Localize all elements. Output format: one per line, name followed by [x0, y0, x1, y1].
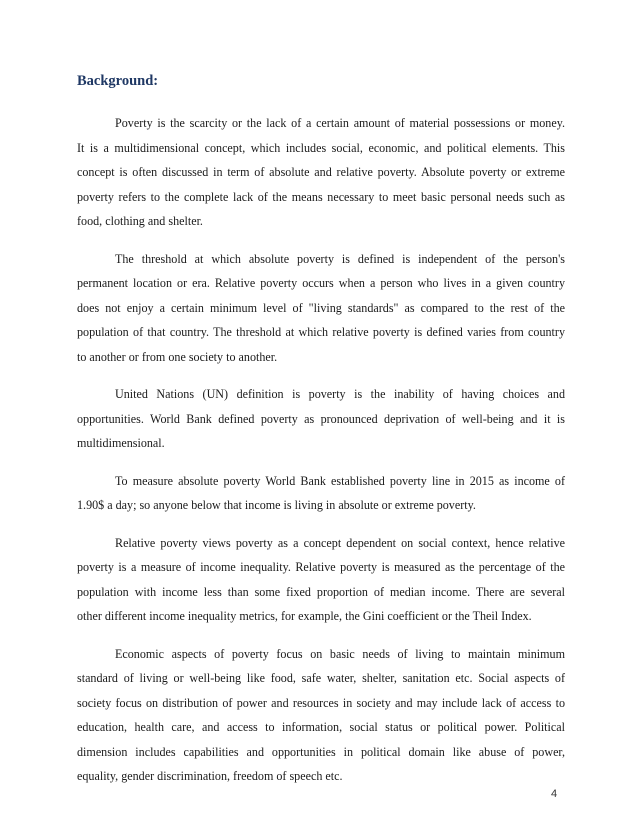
text-line: poverty is a measure of income inequality. Relative poverty is measured as the percentage of the: [77, 560, 565, 574]
text-line: standard of living or well-being like food, safe water, shelter, sanitation etc. Social aspects of: [77, 671, 565, 685]
paragraph: [77, 247, 565, 370]
text-line: equality, gender discrimination, freedom of speech etc.: [77, 769, 343, 783]
text-line: society focus on distribution of power and resources in society and may include lack of access to: [77, 695, 565, 710]
paragraph: [77, 642, 565, 789]
text-line: 1.90$ a day; so anyone below that income is living in absolute or extreme poverty.: [77, 498, 476, 512]
text-line: other different income inequality metrics, for example, the Gini coefficient or the Theil Index.: [77, 609, 532, 623]
text-line: poverty refers to the complete lack of the means necessary to meet basic personal needs such as: [77, 189, 565, 204]
text-line: permanent location or era. Relative poverty occurs when a person who lives in a given country: [77, 276, 565, 290]
text-line: population with income less than some fixed proportion of median income. There are several: [77, 584, 565, 599]
text-line: Poverty is the scarcity or the lack of a certain amount of material possessions or money.: [115, 116, 565, 130]
paragraph: [77, 469, 565, 518]
text-line: To measure absolute poverty World Bank established poverty line in 2015 as income of: [115, 473, 565, 488]
text-line: population of that country. The threshold at which relative poverty is defined varies from country: [77, 325, 565, 339]
text-line: United Nations (UN) definition is poverty is the inability of having choices and: [115, 387, 565, 401]
body-text: [77, 111, 565, 802]
section-heading: Background:: [77, 73, 159, 89]
text-line: The threshold at which absolute poverty is defined is independent of the person's: [115, 251, 565, 266]
text-line: concept is often discussed in term of absolute and relative poverty. Absolute poverty or extreme: [77, 165, 565, 179]
paragraph: [77, 111, 565, 234]
text-line: to another or from one society to another.: [77, 349, 278, 364]
page-number: 4: [551, 788, 558, 800]
text-line: education, health care, and access to information, social status or political power. Political: [77, 720, 565, 734]
text-line: does not enjoy a certain minimum level of "living standards" as compared to the rest of the: [77, 300, 565, 315]
text-line: Relative poverty views poverty as a concept dependent on social context, hence relative: [115, 535, 565, 550]
text-line: It is a multidimensional concept, which includes social, economic, and political elements. This: [77, 140, 565, 155]
paragraph: [77, 382, 565, 456]
paragraph: [77, 531, 565, 629]
text-line: dimension includes capabilities and opportunities in political domain like abuse of power,: [77, 744, 565, 759]
text-line: multidimensional.: [77, 436, 165, 450]
text-line: Economic aspects of poverty focus on basic needs of living to maintain minimum: [115, 646, 565, 661]
text-line: opportunities. World Bank defined poverty as pronounced deprivation of well-being and it is: [77, 411, 565, 426]
text-line: food, clothing and shelter.: [77, 214, 203, 228]
